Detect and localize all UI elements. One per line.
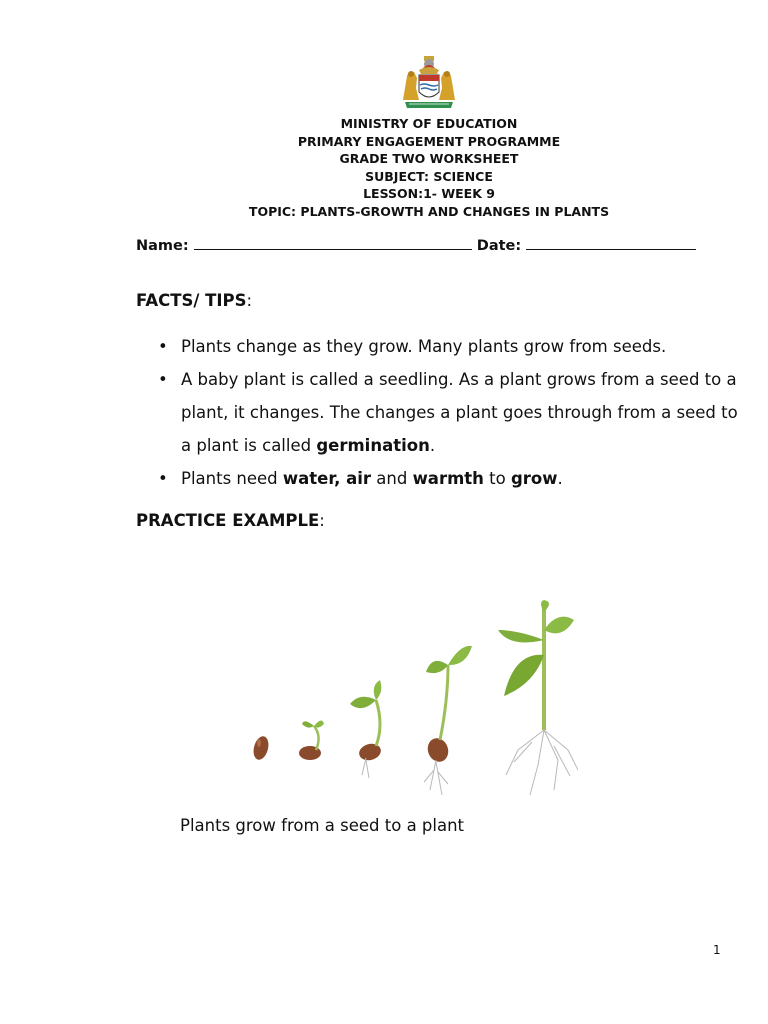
fact-keyword-grow: grow (510, 469, 558, 488)
name-date-line (136, 237, 696, 254)
list-item: • A baby plant is called a seedling. As a plant grows from a seed to a plant, it changes. The changes a plant goes through from a seed to a plant is called germination. (158, 363, 738, 462)
facts-list (158, 330, 738, 495)
header-programme: PRIMARY ENGAGEMENT PROGRAMME (297, 133, 561, 149)
illustration-caption: Plants grow from a seed to a plant (180, 816, 465, 835)
header-topic: TOPIC: PLANTS-GROWTH AND CHANGES IN PLANTS (248, 203, 610, 219)
date-field[interactable] (526, 237, 696, 250)
page-number: 1 (713, 943, 721, 957)
growth-stage-seedling (350, 680, 383, 778)
list-item (158, 330, 738, 363)
header-lesson: LESSON:1- WEEK 9 (363, 186, 495, 202)
header-ministry: MINISTRY OF EDUCATION (340, 116, 518, 131)
growth-stage-sprout (299, 720, 324, 760)
growth-stage-grown-plant (498, 600, 578, 795)
plant-growth-illustration (248, 600, 578, 805)
header-grade: GRADE TWO WORKSHEET (339, 151, 519, 167)
growth-stage-seed (251, 735, 271, 762)
worksheet-header (0, 115, 768, 221)
fact-keyword-water-air: water, air (282, 469, 372, 488)
name-field[interactable] (194, 237, 472, 250)
facts-tips-heading: FACTS/ TIPS: (136, 291, 253, 310)
list-item: • Plants need water, air and warmth to grow. (158, 462, 738, 495)
date-label: Date: (476, 238, 522, 254)
fact-text: Plants change as they grow. Many plants grow from seeds. (181, 337, 667, 356)
name-label: Name: (136, 238, 189, 254)
fact-keyword-warmth: warmth (412, 469, 484, 488)
fact-keyword-germination: germination (316, 436, 430, 455)
growth-stage-young-plant (424, 646, 472, 795)
bullet-icon: • (158, 469, 168, 488)
fact-text: A baby plant is called a seedling. As a plant grows from a seed to a plant, it changes. The changes a plant goes through from a seed to a plant is called (181, 370, 738, 455)
bullet-icon: • (158, 370, 168, 389)
header-subject: SUBJECT: SCIENCE (365, 168, 493, 184)
practice-example-heading: PRACTICE EXAMPLE: (136, 511, 325, 530)
bullet-icon: • (158, 337, 168, 356)
coat-of-arms-emblem (399, 54, 459, 112)
